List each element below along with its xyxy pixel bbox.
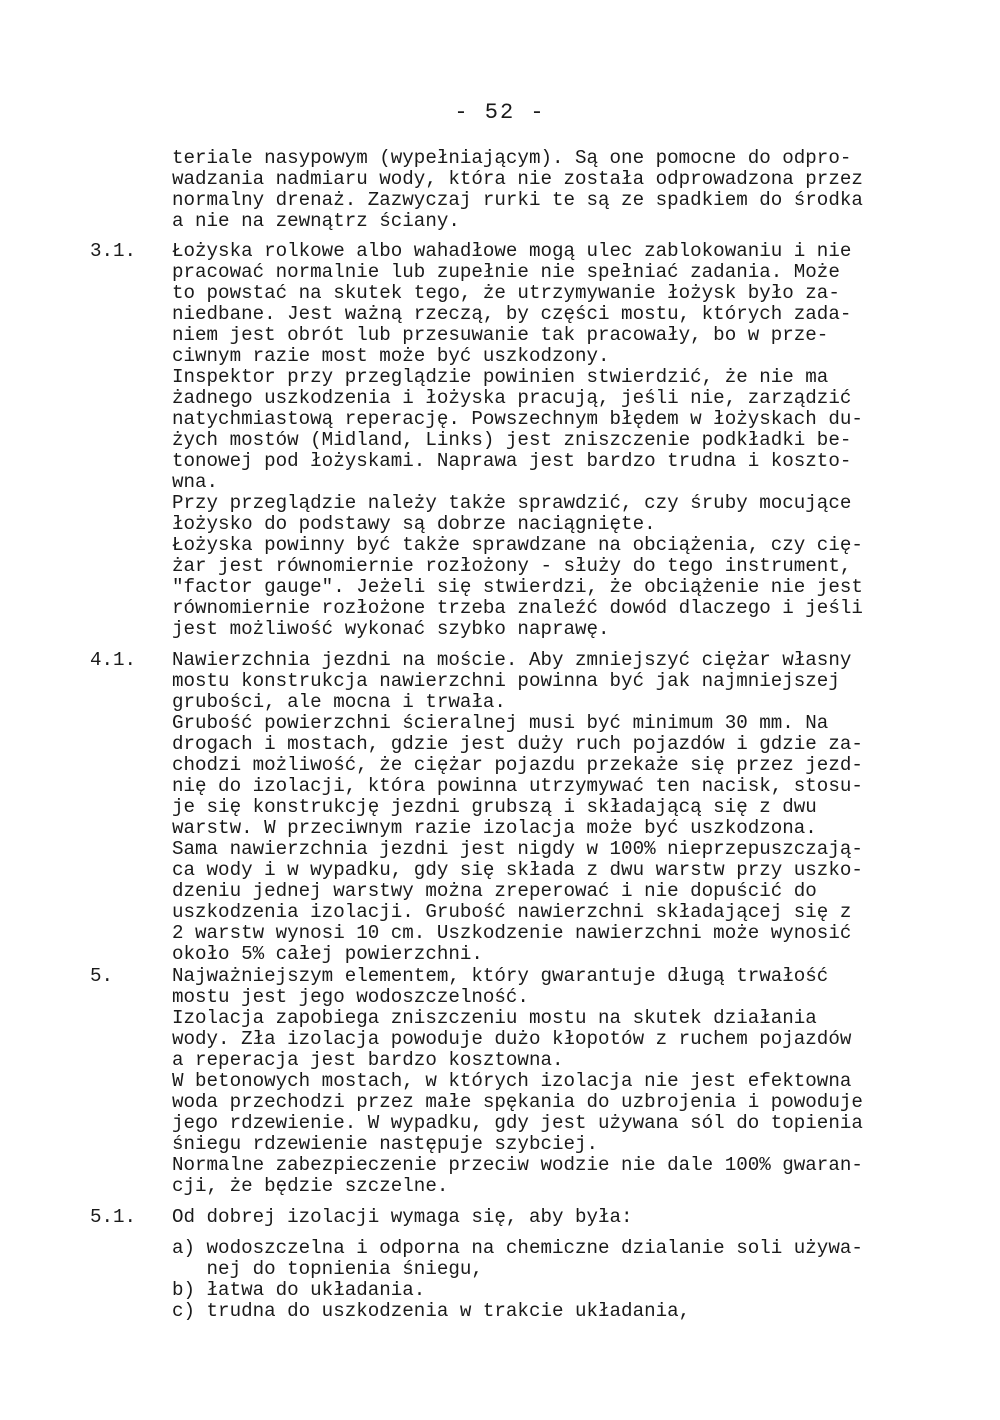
text-line: żar jest równomiernie rozłożony - służy do tego instrument, <box>172 555 852 577</box>
text-line: normalny drenaż. Zazwyczaj rurki te są ze spadkiem do środka <box>172 189 863 211</box>
text-line: mostu konstrukcja nawierzchni powinna być jak najmniejszej <box>172 670 840 692</box>
text-line: 2 warstw wynosi 10 cm. Uszkodzenie nawierzchni może wynosić <box>172 922 852 944</box>
text-line: wna. <box>172 471 219 493</box>
text-line: chodzi możliwość, że ciężar pojazdu przekaże się przez jezd- <box>172 754 863 776</box>
text-line: Nawierzchnia jezdni na moście. Aby zmniejszyć ciężar własny <box>172 649 852 671</box>
text-line: Łożyska powinny być także sprawdzane na obciążenia, czy cię- <box>172 534 863 556</box>
text-line: tonowej pod łożyskami. Naprawa jest bardzo trudna i koszto- <box>172 450 852 472</box>
text-line: żadnego uszkodzenia i łożyska pracują, jeśli nie, zarządzić <box>172 387 852 409</box>
text-line: Od dobrej izolacji wymaga się, aby była: <box>172 1206 633 1228</box>
page-number: - 52 - <box>454 100 546 125</box>
text-line: grubości, ale mocna i trwała. <box>172 691 506 713</box>
section-number: 5. <box>90 965 114 987</box>
text-line: cji, że będzie szczelne. <box>172 1175 449 1197</box>
section-number: 4.1. <box>90 649 137 671</box>
text-line: Normalne zabezpieczenie przeciw wodzie nie dale 100% gwaran- <box>172 1154 863 1176</box>
text-line: a nie na zewnątrz ściany. <box>172 210 460 232</box>
text-line: warstw. W przeciwnym razie izolacja może być uszkodzona. <box>172 817 817 839</box>
text-line: około 5% całej powierzchni. <box>172 943 483 965</box>
text-line: Grubość powierzchni ścieralnej musi być minimum 30 mm. Na <box>172 712 829 734</box>
section-number: 5.1. <box>90 1206 137 1228</box>
list-item: b) łatwa do układania. <box>172 1279 426 1301</box>
text-line: jego rdzewienie. W wypadku, gdy jest używana sól do topienia <box>172 1112 863 1134</box>
text-line: a reperacja jest bardzo kosztowna. <box>172 1049 564 1071</box>
text-line: natychmiastową reperację. Powszechnym błędem w łożyskach du- <box>172 408 863 430</box>
text-line: mostu jest jego wodoszczelność. <box>172 986 529 1008</box>
list-item: nej do topnienia śniegu, <box>172 1258 483 1280</box>
text-line: równomiernie rozłożone trzeba znaleźć dowód dlaczego i jeśli <box>172 597 863 619</box>
section-number: 3.1. <box>90 240 137 262</box>
list-item: a) wodoszczelna i odporna na chemiczne dzialanie soli używa- <box>172 1237 863 1259</box>
text-line: łożysko do podstawy są dobrze naciągnięte. <box>172 513 656 535</box>
text-line: uszkodzenia izolacji. Grubość nawierzchni składającej się z <box>172 901 852 923</box>
text-line: Izolacja zapobiega zniszczeniu mostu na skutek działania <box>172 1007 817 1029</box>
text-line: je się konstrukcję jezdni grubszą i składającą się z dwu <box>172 796 817 818</box>
text-line: woda przechodzi przez małe spękania do uzbrojenia i powoduje <box>172 1091 863 1113</box>
text-line: wadzania nadmiaru wody, która nie została odprowadzona przez <box>172 168 863 190</box>
text-line: "factor gauge". Jeżeli się stwierdzi, że obciążenie nie jest <box>172 576 863 598</box>
text-line: pracować normalnie lub zupełnie nie spełniać zadania. Może <box>172 261 840 283</box>
text-line: śniegu rdzewienie następuje szybciej. <box>172 1133 599 1155</box>
text-line: żych mostów (Midland, Links) jest zniszczenie podkładki be- <box>172 429 852 451</box>
text-line: Przy przeglądzie należy także sprawdzić, czy śruby mocujące <box>172 492 852 514</box>
text-line: Najważniejszym elementem, który gwarantuje długą trwałość <box>172 965 829 987</box>
text-line: Inspektor przy przeglądzie powinien stwierdzić, że nie ma <box>172 366 829 388</box>
text-line: jest możliwość wykonać szybko naprawę. <box>172 618 610 640</box>
text-line: Łożyska rolkowe albo wahadłowe mogą ulec zablokowaniu i nie <box>172 240 852 262</box>
text-line: wody. Zła izolacja powoduje dużo kłopotów z ruchem pojazdów <box>172 1028 852 1050</box>
text-line: ciwnym razie most może być uszkodzony. <box>172 345 610 367</box>
text-line: dzeniu jednej warstwy można zreperować i nie dopuścić do <box>172 880 817 902</box>
text-line: drogach i mostach, gdzie jest duży ruch pojazdów i gdzie za- <box>172 733 863 755</box>
text-line: nię do izolacji, która powinna utrzymywać ten nacisk, stosu- <box>172 775 863 797</box>
text-line: niedbane. Jest ważną rzeczą, by części mostu, których zada- <box>172 303 852 325</box>
text-line: to powstać na skutek tego, że utrzymywanie łożysk było za- <box>172 282 840 304</box>
text-line: niem jest obrót lub przesuwanie tak pracowały, bo w prze- <box>172 324 829 346</box>
text-line: W betonowych mostach, w których izolacja nie jest efektowna <box>172 1070 852 1092</box>
text-line: Sama nawierzchnia jezdni jest nigdy w 100% nieprzepuszczają- <box>172 838 863 860</box>
text-line: teriale nasypowym (wypełniającym). Są one pomocne do odpro- <box>172 147 852 169</box>
text-line: ca wody i w wypadku, gdy się składa z dwu warstw przy uszko- <box>172 859 863 881</box>
list-item: c) trudna do uszkodzenia w trakcie układania, <box>172 1300 691 1322</box>
